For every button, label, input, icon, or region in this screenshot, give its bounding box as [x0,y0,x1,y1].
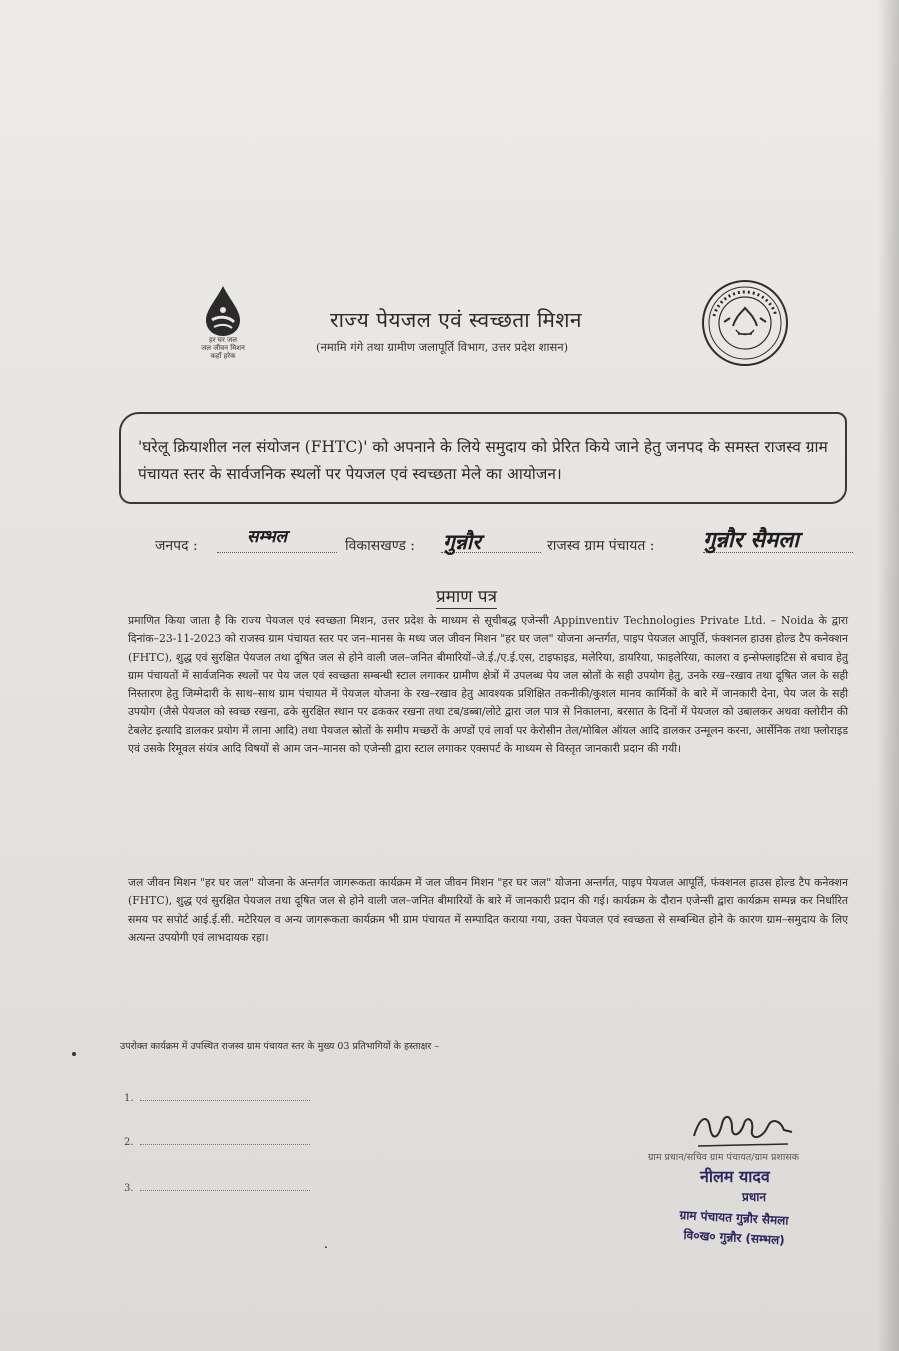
signatory-number: 3. [124,1183,134,1194]
page-title: राज्य पेयजल एवं स्वच्छता मिशन [330,308,582,332]
district-label: जनपद : [155,538,198,554]
signatory-line-1 [124,1092,310,1104]
stamp-name: नीलम यादव [700,1167,770,1186]
signatory-number: 2. [124,1137,134,1148]
panchayat-value: गुन्नौर सैमला [703,527,799,553]
jal-jeevan-mission-logo [190,284,256,374]
certificate-paragraph-2: जल जीवन मिशन "हर घर जल" योजना के अन्तर्गत जागरूकता कार्यक्रम में जल जीवन मिशन "हर घर जल" योजना अन्तर्गत, पाइप पेयजल आपूर्ति, फंक्शनल हाउस होल्ड टैप कनेक्शन (FHTC), शुद्ध एवं सुरक्षित पेयजल तथा दूषित जल से होने वाली जल–जनित बीमारियों के बारे में जानकारी प्रदान की गई। कार्यक्रम के दौरान एजेन्सी द्वारा कार्यक्रम सम्पन्न कर निर्धारित समय पर सपोर्ट आई.ई.सी. मटेरियल व अन्य जागरूकता कार्यक्रम भी ग्राम पंचायत में सम्पादित कराया गया, उक्त पेयजल एवं स्वच्छता से सम्बन्धित होने के कारण ग्राम–समुदाय के लिए अत्यन्त उपयोगी एवं लाभदायक रहा। [128,876,848,944]
water-drop-icon [190,284,256,338]
block-label: विकासखण्ड : [345,538,416,554]
signatory-line-2 [124,1136,310,1148]
attendance-note: उपरोक्त कार्यक्रम में उपस्थित राजस्व ग्राम पंचायत स्तर के मुख्य 03 प्रतिभागियों के हस्ताक्षर – [120,1041,440,1052]
page-shadow [877,0,899,1351]
stamp-designation: ग्राम प्रधान/सचिव ग्राम पंचायत/ग्राम प्रशासक [648,1152,800,1163]
page-subtitle: (नमामि गंगे तथा ग्रामीण जलापूर्ति विभाग, उत्तर प्रदेश शासन) [316,340,569,354]
stamp-panchayat: ग्राम पंचायत गुन्नौर सैमला [679,1207,789,1228]
seal-icon [700,278,790,368]
stamp-block: वि०ख० गुन्नौर (सम्भल) [683,1227,786,1248]
pradhan-stamp [640,1102,870,1252]
signatory-number: 1. [124,1093,134,1104]
certificate-title: प्रमाण पत्र [436,584,497,609]
up-government-seal [700,278,790,368]
page-mark: ⸱ [324,1240,328,1256]
certificate-paragraph-1: प्रमाणित किया जाता है कि राज्य पेयजल एवं स्वच्छता मिशन, उत्तर प्रदेश के माध्यम से सूचीबद्ध एजेन्सी Appinventiv Technologies Private Ltd. – Noida के द्वारा दिनांक–23-11-2023 को राजस्व ग्राम पंचायत स्तर पर जन–मानस के मध्य जल जीवन मिशन "हर घर जल" योजना अन्तर्गत, पाइप पेयजल आपूर्ति, फंक्शनल हाउस होल्ड टैप कनेक्शन (FHTC), शुद्ध एवं सुरक्षित पेयजल तथा दूषित जल से होने वाली जल–जनित बीमारियों–जे.ई./ए.ई.एस, टाइफाइड, मलेरिया, डायरिया, फाइलेरिया, कालरा व इन्सेफ्लाइटिस से बचाव हेतु ग्राम पंचायतों में सार्वजनिक स्थलों पर पेय जल एवं स्वच्छता सम्बन्धी स्टाल लगाकर ग्रामीण क्षेत्रों में उपलब्ध पेय जल स्रोतों के सही उपयोग हेतु, उनके रख–रखाव तथा दूषित जल के सही निस्तारण हेतु जिम्मेदारी के साथ–साथ ग्राम पंचायत में पेयजल योजना के रख–रखाव हेतु आवश्यक प्रशिक्षित तकनीकी/कुशल मानव कार्मिकों के बारे में जानकारी देना, पेय जल के सही उपयोग (जैसे पेयजल को स्वच्छ रखना, ढके सुरक्षित स्थान पर ढककर रखना तथा टब/डब्बा/लोटे द्वारा जल पात्र से निकालना, बरसात के दिनों में पेयजल को उबालकर अथवा क्लोरीन की टेबलेट इत्यादि डालकर प्रयोग में लाना आदि) तथा पेयजल स्रोतों के समीप मच्छरों के अण्डों एवं लार्वा पर केरोसीन तेल/मोबिल ऑयल आदि डालकर उन्मूलन करना, आर्सेनिक तथा फ्लोराइड एवं उसके रिमूवल संयंत्र आदि विषयों से आम जन–मानस को एजेन्सी द्वारा स्टाल लगाकर एक्सपर्ट के माध्यम से विस्तृत जानकारी प्रदान की गयी। [128,614,848,756]
district-value: सम्भल [247,527,288,547]
block-value: गुन्नौर [443,529,481,554]
location-fields [155,526,875,566]
logo-caption: हर घर जल जल जीवन मिशन कहाँ हरेक [201,336,245,360]
signatory-line-3 [124,1182,310,1194]
topic-banner-text: 'घरेलू क्रियाशील नल संयोजन (FHTC)' को अपनाने के लिये समुदाय को प्रेरित किये जाने हेतु जनपद के समस्त राजस्व ग्राम पंचायत स्तर के सार्वजनिक स्थलों पर पेयजल एवं स्वच्छता मेले का आयोजन। [138,438,828,483]
margin-mark [72,1052,76,1056]
panchayat-label: राजस्व ग्राम पंचायत : [547,538,655,554]
stamp-title: प्रधान [742,1190,766,1204]
